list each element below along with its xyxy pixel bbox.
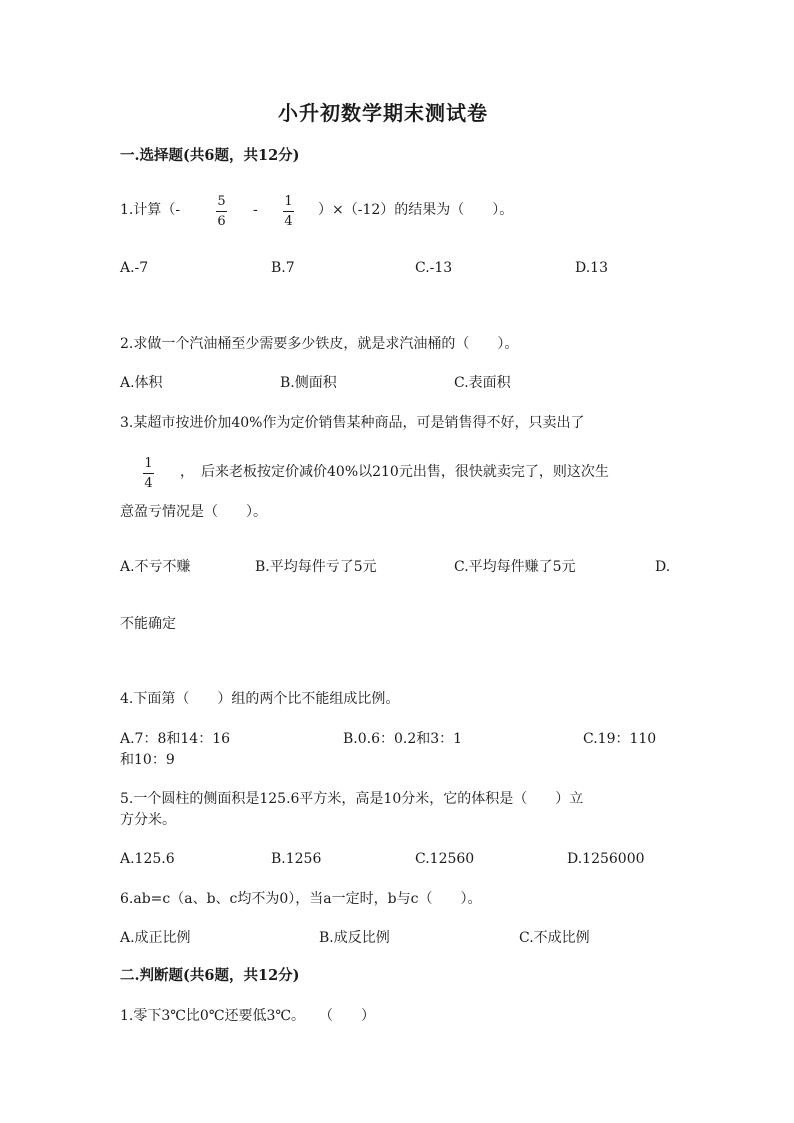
question-5-line-1: 5.一个圆柱的侧面积是125.6平方米，高是10分米，它的体积是（ ）立 [120, 791, 584, 807]
option-a: A.125.6 [120, 851, 175, 867]
option-d: D.1256000 [567, 851, 645, 867]
option-c: C.平均每件赚了5元 [454, 559, 576, 575]
option-a: A.成正比例 [120, 930, 191, 946]
fraction-bar [283, 211, 294, 212]
fraction-1-4 [283, 194, 294, 229]
option-a: A.不亏不赚 [120, 559, 191, 575]
option-c: C.19：110 [583, 731, 657, 747]
fraction-1-4 [143, 456, 154, 491]
fraction-denominator: 4 [144, 476, 153, 491]
option-b: B.1256 [271, 851, 322, 867]
option-d-label: D. [655, 559, 671, 575]
option-c: C.不成比例 [519, 930, 590, 946]
question-3-line-2: ， 后来老板按定价减价40%以210元出售，很快就卖完了，则这次生 [180, 464, 609, 480]
question-3-line-1: 3.某超市按进价加40%作为定价销售某种商品，可是销售得不好，只卖出了 [120, 415, 585, 431]
question-1-suffix: ）×（-12）的结果为（ ）。 [318, 202, 514, 218]
question-3-line-3: 意盈亏情况是（ ）。 [120, 504, 267, 520]
question-5-line-2: 方分米。 [120, 812, 176, 828]
fraction-numerator: 5 [217, 194, 226, 209]
option-b: B.平均每件亏了5元 [255, 559, 377, 575]
option-b: B.侧面积 [280, 375, 337, 391]
question-2-text: 2.求做一个汽油桶至少需要多少铁皮，就是求汽油桶的（ ）。 [120, 336, 519, 352]
fraction-numerator: 1 [284, 194, 293, 209]
option-b: B.0.6：0.2和3：1 [343, 731, 463, 747]
option-a: A.7：8和14：16 [120, 731, 231, 747]
fraction-bar [143, 473, 154, 474]
page-title: 小升初数学期末测试卷 [278, 101, 488, 125]
option-b: B.7 [271, 260, 295, 276]
section-heading-judgment: 二.判断题(共6题，共12分) [120, 967, 300, 984]
option-d: D.13 [575, 260, 608, 276]
minus-sign: - [253, 202, 258, 218]
fraction-denominator: 6 [217, 214, 226, 229]
option-d-text: 不能确定 [120, 616, 176, 632]
judgment-question-1: 1.零下3℃比0℃还要低3℃。 （ ） [120, 1008, 376, 1024]
question-6-text: 6.ab=c（a、b、c均不为0），当a一定时，b与c（ ）。 [120, 891, 482, 907]
fraction-denominator: 4 [284, 214, 293, 229]
option-c: C.12560 [415, 851, 475, 867]
option-b: B.成反比例 [319, 930, 390, 946]
option-a: A.-7 [120, 260, 149, 276]
question-4-text: 4.下面第（ ）组的两个比不能组成比例。 [120, 691, 400, 707]
fraction-5-6 [216, 194, 227, 229]
option-c: C.表面积 [454, 375, 511, 391]
fraction-bar [216, 211, 227, 212]
option-c-continued: 和10：9 [120, 752, 175, 768]
section-heading-choice: 一.选择题(共6题，共12分) [120, 147, 300, 164]
fraction-numerator: 1 [144, 456, 153, 471]
option-a: A.体积 [120, 375, 163, 391]
question-1-prefix: 1.计算（- [120, 202, 181, 218]
option-c: C.-13 [415, 260, 453, 276]
